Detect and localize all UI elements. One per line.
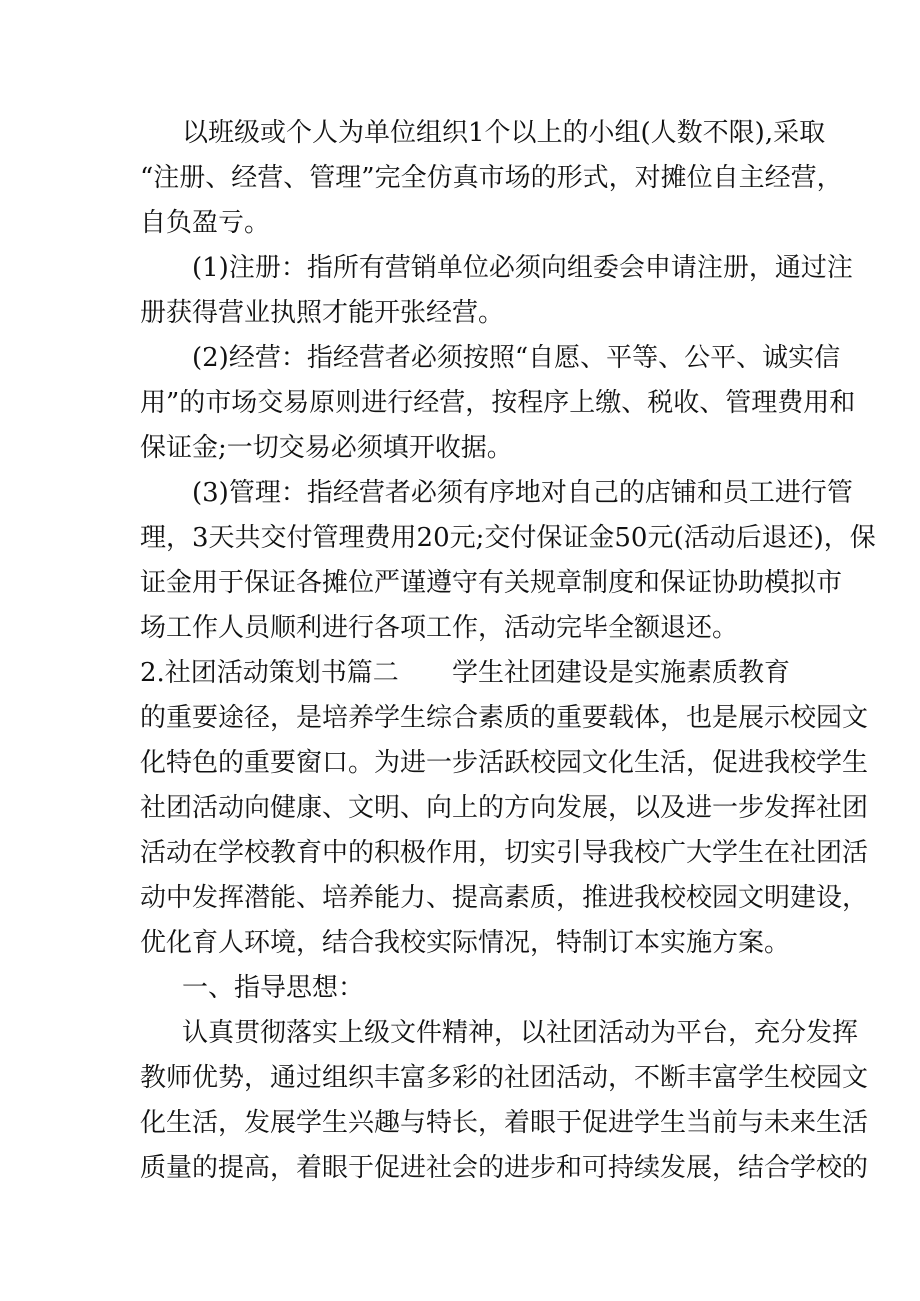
paragraph-line: (2)经营：指经营者必须按照“自愿、平等、公平、诚实信 [192, 343, 841, 373]
paragraph-line: 以班级或个人为单位组织1个以上的小组(人数不限),采取 [182, 118, 826, 148]
section-heading: 一、指导思想： [182, 973, 365, 1003]
paragraph-line: 用”的市场交易原则进行经营，按程序上缴、税收、管理费用和 [140, 388, 856, 418]
paragraph-line: (3)管理：指经营者必须有序地对自己的店铺和员工进行管 [192, 478, 853, 508]
paragraph-line: “注册、经营、管理”完全仿真市场的形式，对摊位自主经营， [140, 163, 843, 193]
section-heading: 2.社团活动策划书篇二 [140, 658, 399, 688]
paragraph-line: 动中发挥潜能、培养能力、提高素质，推进我校校园文明建设， [140, 883, 869, 913]
paragraph-line: 社团活动向健康、文明、向上的方向发展，以及进一步发挥社团 [140, 793, 869, 823]
paragraph-line: 理，3天共交付管理费用20元;交付保证金50元(活动后退还)，保 [140, 523, 876, 553]
paragraph-line: 教师优势，通过组织丰富多彩的社团活动，不断丰富学生校园文 [140, 1063, 869, 1093]
paragraph-line: 册获得营业执照才能开张经营。 [140, 298, 505, 328]
paragraph-line: 优化育人环境，结合我校实际情况，特制订本实施方案。 [140, 928, 791, 958]
paragraph-line: 认真贯彻落实上级文件精神，以社团活动为平台，充分发挥 [182, 1018, 859, 1048]
paragraph-line: 场工作人员顺利进行各项工作，活动完毕全额退还。 [140, 613, 739, 643]
paragraph-line: 学生社团建设是实施素质教育 [452, 658, 791, 688]
paragraph-line: 活动在学校教育中的积极作用，切实引导我校广大学生在社团活 [140, 838, 869, 868]
paragraph-line: 自负盈亏。 [140, 208, 271, 238]
paragraph-line: 质量的提高，着眼于促进社会的进步和可持续发展，结合学校的 [140, 1153, 869, 1183]
paragraph-line: 的重要途径，是培养学生综合素质的重要载体，也是展示校园文 [140, 703, 869, 733]
paragraph-line: (1)注册：指所有营销单位必须向组委会申请注册，通过注 [192, 253, 853, 283]
paragraph-line: 化生活，发展学生兴趣与特长，着眼于促进学生当前与未来生活 [140, 1108, 869, 1138]
paragraph-line: 化特色的重要窗口。为进一步活跃校园文化生活，促进我校学生 [140, 748, 869, 778]
paragraph-line: 保证金;一切交易必须填开收据。 [140, 433, 513, 463]
paragraph-line: 证金用于保证各摊位严谨遵守有关规章制度和保证协助模拟市 [140, 568, 843, 598]
